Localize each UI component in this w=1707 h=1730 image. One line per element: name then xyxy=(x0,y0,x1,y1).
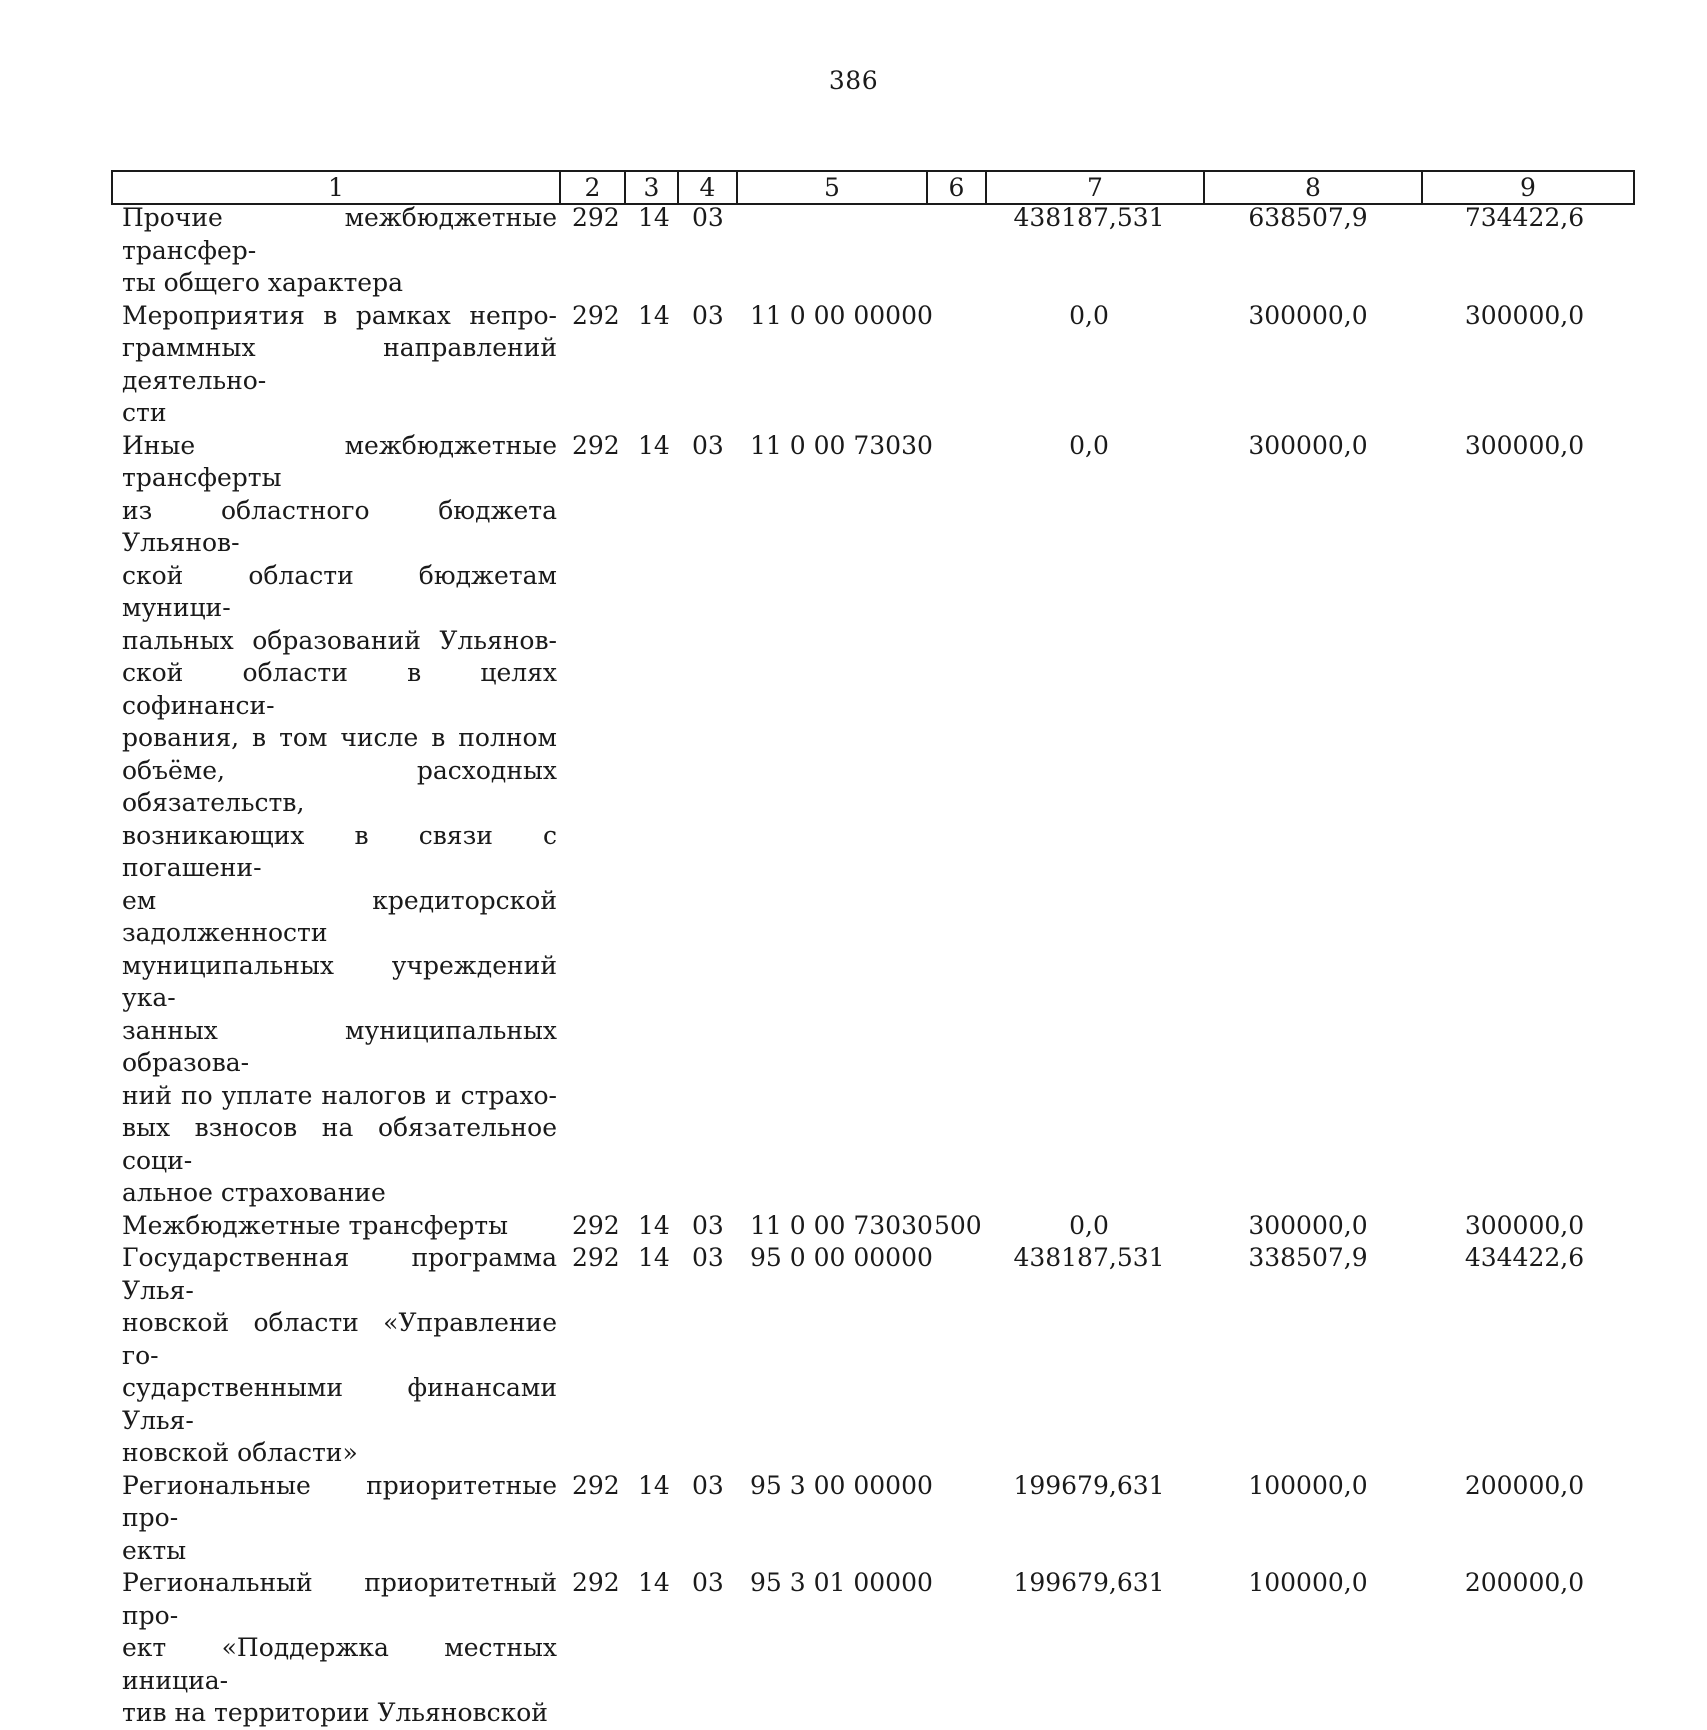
row-cell-c6 xyxy=(926,1470,985,1568)
header-col-4: 4 xyxy=(678,171,737,204)
row-name-cell xyxy=(111,430,559,1210)
row-cell-c9: 300000,0 xyxy=(1464,430,1585,460)
row-name-line: Региональные приоритетные про- xyxy=(122,1470,557,1532)
row-cell-c7: 438187,531 xyxy=(1013,1243,1165,1272)
row-name-cell xyxy=(111,1242,559,1470)
row-name-line: вых взносов на обязательное соци- xyxy=(122,1113,557,1175)
row-cell-c8: 338507,9 xyxy=(1248,1243,1368,1272)
row-cell-c3: 14 xyxy=(638,1568,670,1597)
row-cell-c8: 100000,0 xyxy=(1248,1568,1368,1597)
row-cell-c9: 200000,0 xyxy=(1464,1568,1585,1597)
row-name-line: ем кредиторской задолженности xyxy=(122,885,557,947)
table-row xyxy=(111,300,1633,430)
row-cell-c8: 300000,0 xyxy=(1248,1210,1368,1240)
row-cell-c7: 199679,631 xyxy=(1013,1470,1165,1500)
row-cell-c5: 95 3 00 00000 xyxy=(750,1470,933,1500)
row-cell-c4: 03 xyxy=(692,1470,724,1500)
row-name-line: занных муниципальных образова- xyxy=(122,1015,557,1077)
row-name-line: екты xyxy=(122,1535,187,1565)
row-name-cell xyxy=(111,1470,559,1568)
row-cell-c8: 100000,0 xyxy=(1248,1470,1368,1500)
row-cell-c2: 292 xyxy=(572,430,620,460)
row-cell-c9: 300000,0 xyxy=(1464,1210,1585,1240)
row-cell-c5: 11 0 00 73030 xyxy=(750,1210,933,1240)
header-col-9: 9 xyxy=(1422,171,1634,204)
row-cell-c2: 292 xyxy=(572,1210,620,1240)
row-name-line: возникающих в связи с погашени- xyxy=(122,820,557,882)
row-name-line: Мероприятия в рамках непро- xyxy=(122,300,557,330)
row-cell-c3: 14 xyxy=(638,1470,670,1500)
row-cell-c7: 199679,631 xyxy=(1013,1568,1165,1597)
row-cell-c7: 0,0 xyxy=(1069,430,1109,460)
row-cell-c6 xyxy=(926,430,985,1210)
row-cell-c9: 734422,6 xyxy=(1464,203,1585,232)
row-name-line: объёме, расходных обязательств, xyxy=(122,755,557,817)
row-cell-c8: 300000,0 xyxy=(1248,300,1368,330)
header-col-2: 2 xyxy=(560,171,625,204)
row-cell-c6 xyxy=(926,300,985,430)
table-row xyxy=(111,1470,1633,1568)
row-name-line: Прочие межбюджетные трансфер- xyxy=(122,203,557,265)
row-cell-c2: 292 xyxy=(572,300,620,330)
row-cell-c7: 0,0 xyxy=(1069,1210,1109,1240)
row-cell-c4: 03 xyxy=(692,300,724,330)
row-name-line: новской области «Управление го- xyxy=(122,1308,557,1370)
row-cell-c6 xyxy=(926,202,985,300)
row-cell-c9: 200000,0 xyxy=(1464,1470,1585,1500)
header-col-1: 1 xyxy=(112,171,560,204)
row-cell-c2: 292 xyxy=(572,1243,620,1272)
row-cell-c5: 95 3 01 00000 xyxy=(750,1568,933,1597)
header-col-8: 8 xyxy=(1204,171,1422,204)
row-name-cell xyxy=(111,1210,559,1243)
row-name-line: альное страхование xyxy=(122,1178,386,1207)
row-cell-c4: 03 xyxy=(692,1243,724,1272)
row-cell-c7: 438187,531 xyxy=(1013,203,1165,232)
row-name-line: ты общего характера xyxy=(122,268,403,297)
page-number: 386 xyxy=(828,66,879,95)
row-cell-c5 xyxy=(736,202,926,300)
table-row xyxy=(111,202,1633,300)
row-name-line: рования, в том числе в полном xyxy=(122,723,557,752)
row-cell-c3: 14 xyxy=(638,300,670,330)
row-cell-c4: 03 xyxy=(692,203,724,232)
row-name-cell xyxy=(111,300,559,430)
row-cell-c7: 0,0 xyxy=(1069,300,1109,330)
row-cell-c2: 292 xyxy=(572,1470,620,1500)
row-cell-c4: 03 xyxy=(692,1568,724,1597)
row-name-line: тив на территории Ульяновской xyxy=(122,1698,548,1727)
header-col-5: 5 xyxy=(737,171,927,204)
row-name-line: ской области бюджетам муници- xyxy=(122,560,557,622)
row-cell-c4: 03 xyxy=(692,430,724,460)
row-cell-c3: 14 xyxy=(638,430,670,460)
header-col-6: 6 xyxy=(927,171,986,204)
row-name-line: граммных направлений деятельно- xyxy=(122,333,557,395)
column-header-row xyxy=(111,170,1635,205)
row-name-line: Государственная программа Улья- xyxy=(122,1243,557,1305)
row-cell-c5: 11 0 00 73030 xyxy=(750,430,933,460)
row-cell-c3: 14 xyxy=(638,1210,670,1240)
row-name-line: Иные межбюджетные трансферты xyxy=(122,430,557,492)
row-cell-c9: 434422,6 xyxy=(1464,1243,1585,1272)
row-cell-c2: 292 xyxy=(572,203,620,232)
budget-table-body xyxy=(111,202,1633,1730)
row-name-line: муниципальных учреждений ука- xyxy=(122,950,557,1012)
row-cell-c4: 03 xyxy=(692,1210,724,1240)
header-col-7: 7 xyxy=(986,171,1204,204)
table-row xyxy=(111,1210,1633,1243)
row-cell-c2: 292 xyxy=(572,1568,620,1597)
row-cell-c6 xyxy=(926,1242,985,1470)
row-cell-c5: 95 0 00 00000 xyxy=(750,1243,933,1272)
row-cell-c8: 638507,9 xyxy=(1248,203,1368,232)
row-cell-c6 xyxy=(926,1567,985,1730)
row-cell-c3: 14 xyxy=(638,1243,670,1272)
row-name-line: Региональный приоритетный про- xyxy=(122,1568,557,1630)
row-name-line: сти xyxy=(122,398,167,427)
row-name-line: ний по уплате налогов и страхо- xyxy=(122,1080,557,1110)
row-name-cell xyxy=(111,202,559,300)
row-cell-c3: 14 xyxy=(638,203,670,232)
row-cell-c5: 11 0 00 00000 xyxy=(750,300,933,330)
row-name-line: ской области в целях софинанси- xyxy=(122,658,557,720)
row-cell-c8: 300000,0 xyxy=(1248,430,1368,460)
row-name-line: ект «Поддержка местных инициа- xyxy=(122,1633,557,1695)
table-row xyxy=(111,430,1633,1210)
row-cell-c6: 500 xyxy=(934,1210,982,1240)
row-name-line: сударственными финансами Улья- xyxy=(122,1373,557,1435)
row-name-line: новской области» xyxy=(122,1438,358,1467)
header-col-3: 3 xyxy=(625,171,678,204)
table-row xyxy=(111,1242,1633,1470)
row-name-line: пальных образований Ульянов- xyxy=(122,625,557,655)
row-name-cell xyxy=(111,1567,559,1730)
row-name-line: из областного бюджета Ульянов- xyxy=(122,495,557,557)
table-row xyxy=(111,1567,1633,1730)
row-cell-c9: 300000,0 xyxy=(1464,300,1585,330)
row-name-line: Межбюджетные трансферты xyxy=(122,1210,509,1240)
